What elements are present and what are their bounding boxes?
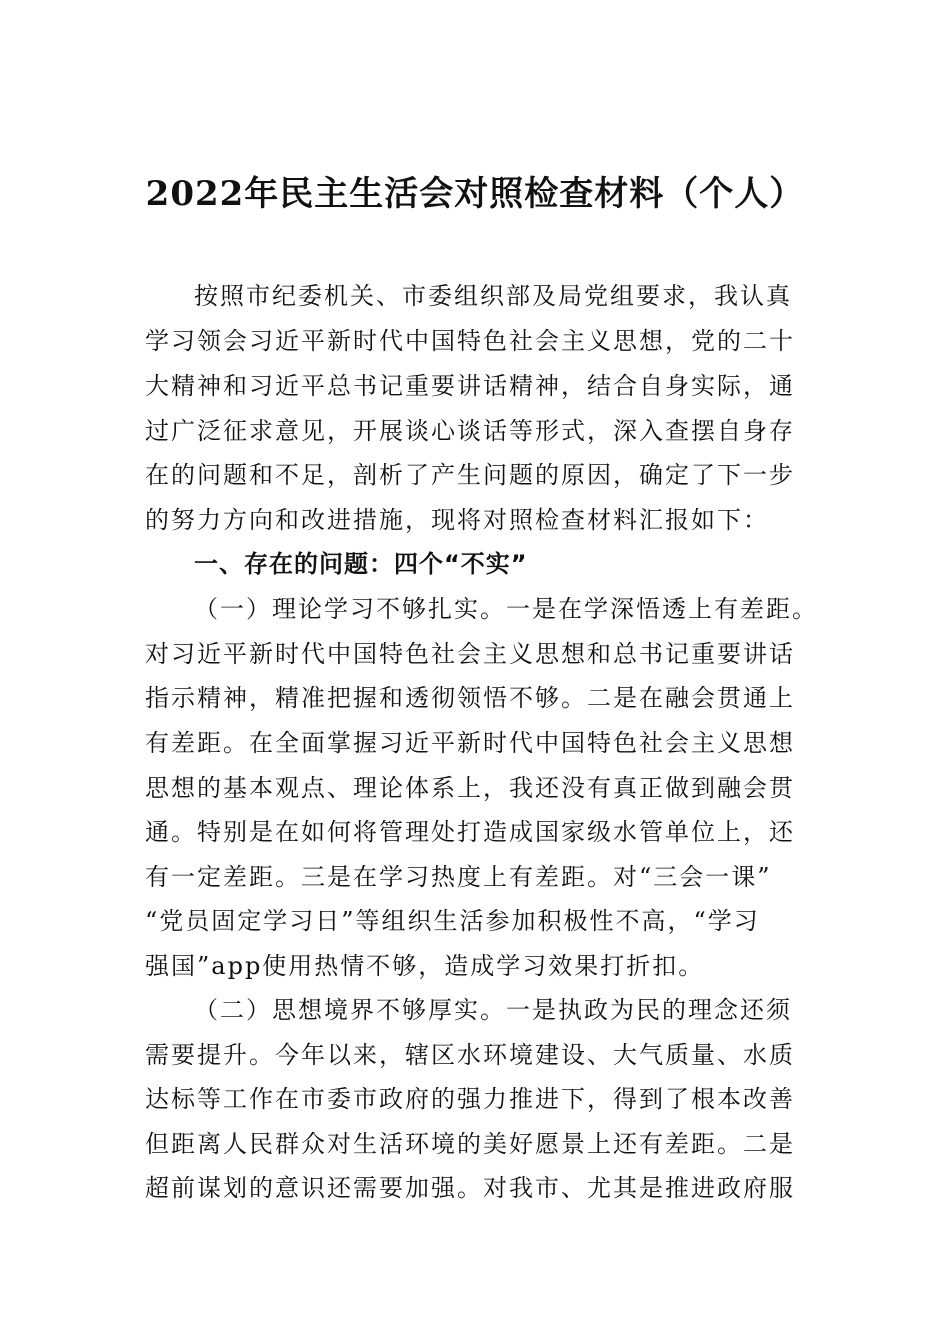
- paragraph-line: （二）思想境界不够厚实。一是执政为民的理念还须: [194, 996, 792, 1024]
- document-title: 2022年民主生活会对照检查材料（个人）: [145, 174, 805, 214]
- paragraph-line: （一）理论学习不够扎实。一是在学深悟透上有差距。: [194, 595, 818, 623]
- paragraph-line: 超前谋划的意识还需要加强。对我市、尤其是推进政府服: [145, 1174, 795, 1202]
- paragraph-line: 需要提升。今年以来，辖区水环境建设、大气质量、水质: [145, 1041, 795, 1069]
- paragraph-line: 但距离人民群众对生活环境的美好愿景上还有差距。二是: [145, 1130, 795, 1158]
- section-heading: 一、存在的问题：四个“不实”: [194, 550, 528, 578]
- paragraph-line: 指示精神，精准把握和透彻领悟不够。二是在融会贯通上: [145, 684, 795, 712]
- paragraph-line: 按照市纪委机关、市委组织部及局党组要求，我认真: [194, 282, 792, 310]
- paragraph-line: 在的问题和不足，剖析了产生问题的原因，确定了下一步: [145, 461, 795, 489]
- paragraph-line: “党员固定学习日”等组织生活参加积极性不高，“学习: [145, 907, 760, 935]
- paragraph-line: 达标等工作在市委市政府的强力推进下，得到了根本改善: [145, 1085, 795, 1113]
- paragraph-line: 思想的基本观点、理论体系上，我还没有真正做到融会贯: [145, 774, 795, 802]
- paragraph-line: 的努力方向和改进措施，现将对照检查材料汇报如下：: [145, 506, 769, 534]
- paragraph-line: 有一定差距。三是在学习热度上有差距。对“三会一课”: [145, 863, 772, 891]
- paragraph-line: 学习领会习近平新时代中国特色社会主义思想，党的二十: [145, 327, 795, 355]
- paragraph-line: 有差距。在全面掌握习近平新时代中国特色社会主义思想: [145, 729, 795, 757]
- paragraph-line: 过广泛征求意见，开展谈心谈话等形式，深入查摆自身存: [145, 417, 795, 445]
- paragraph-line: 通。特别是在如何将管理处打造成国家级水管单位上，还: [145, 818, 795, 846]
- paragraph-line: 大精神和习近平总书记重要讲话精神，结合自身实际，通: [145, 372, 795, 400]
- paragraph-line: 强国”app使用热情不够，造成学习效果打折扣。: [145, 952, 705, 980]
- paragraph-line: 对习近平新时代中国特色社会主义思想和总书记重要讲话: [145, 640, 795, 668]
